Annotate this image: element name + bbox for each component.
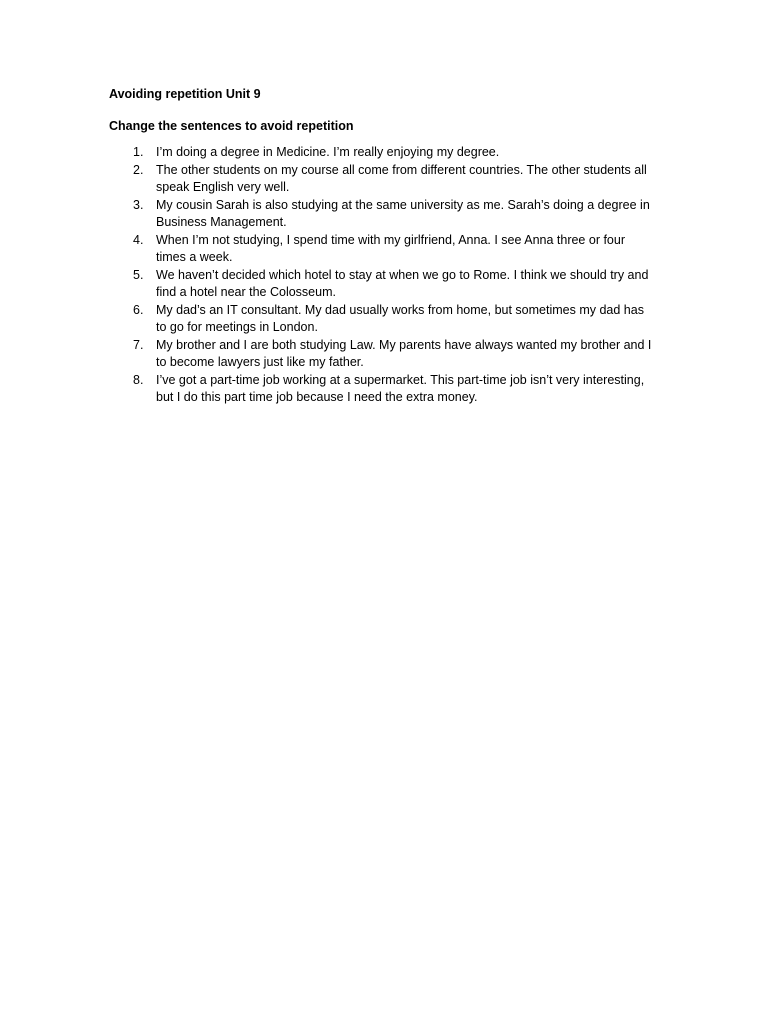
exercise-item-1 bbox=[109, 144, 656, 162]
item-number: 1. bbox=[133, 145, 144, 159]
item-number: 8. bbox=[133, 372, 144, 387]
item-text: When I’m not studying, I spend time with my girlfriend, Anna. I see Anna three or four times a week. bbox=[156, 232, 625, 264]
exercise-item-4 bbox=[109, 232, 656, 267]
item-text: We haven’t decided which hotel to stay at when we go to Rome. I think we should try and find a hotel near the Colosseum. bbox=[156, 267, 649, 299]
item-number: 3. bbox=[133, 197, 144, 212]
item-text: The other students on my course all come from different countries. The other students all speak English very well. bbox=[156, 162, 647, 194]
item-number: 2. bbox=[133, 162, 144, 177]
item-number: 4. bbox=[133, 232, 144, 247]
document-content bbox=[109, 86, 669, 407]
item-number: 5. bbox=[133, 267, 144, 282]
item-number: 6. bbox=[133, 302, 144, 317]
exercise-list bbox=[109, 144, 669, 407]
item-text: I’ve got a part-time job working at a supermarket. This part-time job isn’t very interesting, but I do this part time job because I need the extra money. bbox=[156, 372, 645, 404]
exercise-item-8 bbox=[109, 372, 656, 407]
item-text: My cousin Sarah is also studying at the same university as me. Sarah’s doing a degree in Business Management. bbox=[156, 197, 650, 229]
exercise-item-5 bbox=[109, 267, 656, 302]
item-text: I’m doing a degree in Medicine. I’m really enjoying my degree. bbox=[156, 145, 500, 159]
item-text: My brother and I are both studying Law. My parents have always wanted my brother and I to become lawyers just like my father. bbox=[156, 337, 652, 369]
exercise-item-3 bbox=[109, 197, 656, 232]
exercise-instruction: Change the sentences to avoid repetition bbox=[109, 119, 354, 133]
exercise-item-7 bbox=[109, 337, 656, 372]
exercise-item-2 bbox=[109, 162, 656, 197]
item-number: 7. bbox=[133, 337, 144, 352]
document-heading: Avoiding repetition Unit 9 bbox=[109, 87, 261, 101]
item-text: My dad’s an IT consultant. My dad usually works from home, but sometimes my dad has to go for meetings in London. bbox=[156, 302, 644, 334]
exercise-item-6 bbox=[109, 302, 656, 337]
